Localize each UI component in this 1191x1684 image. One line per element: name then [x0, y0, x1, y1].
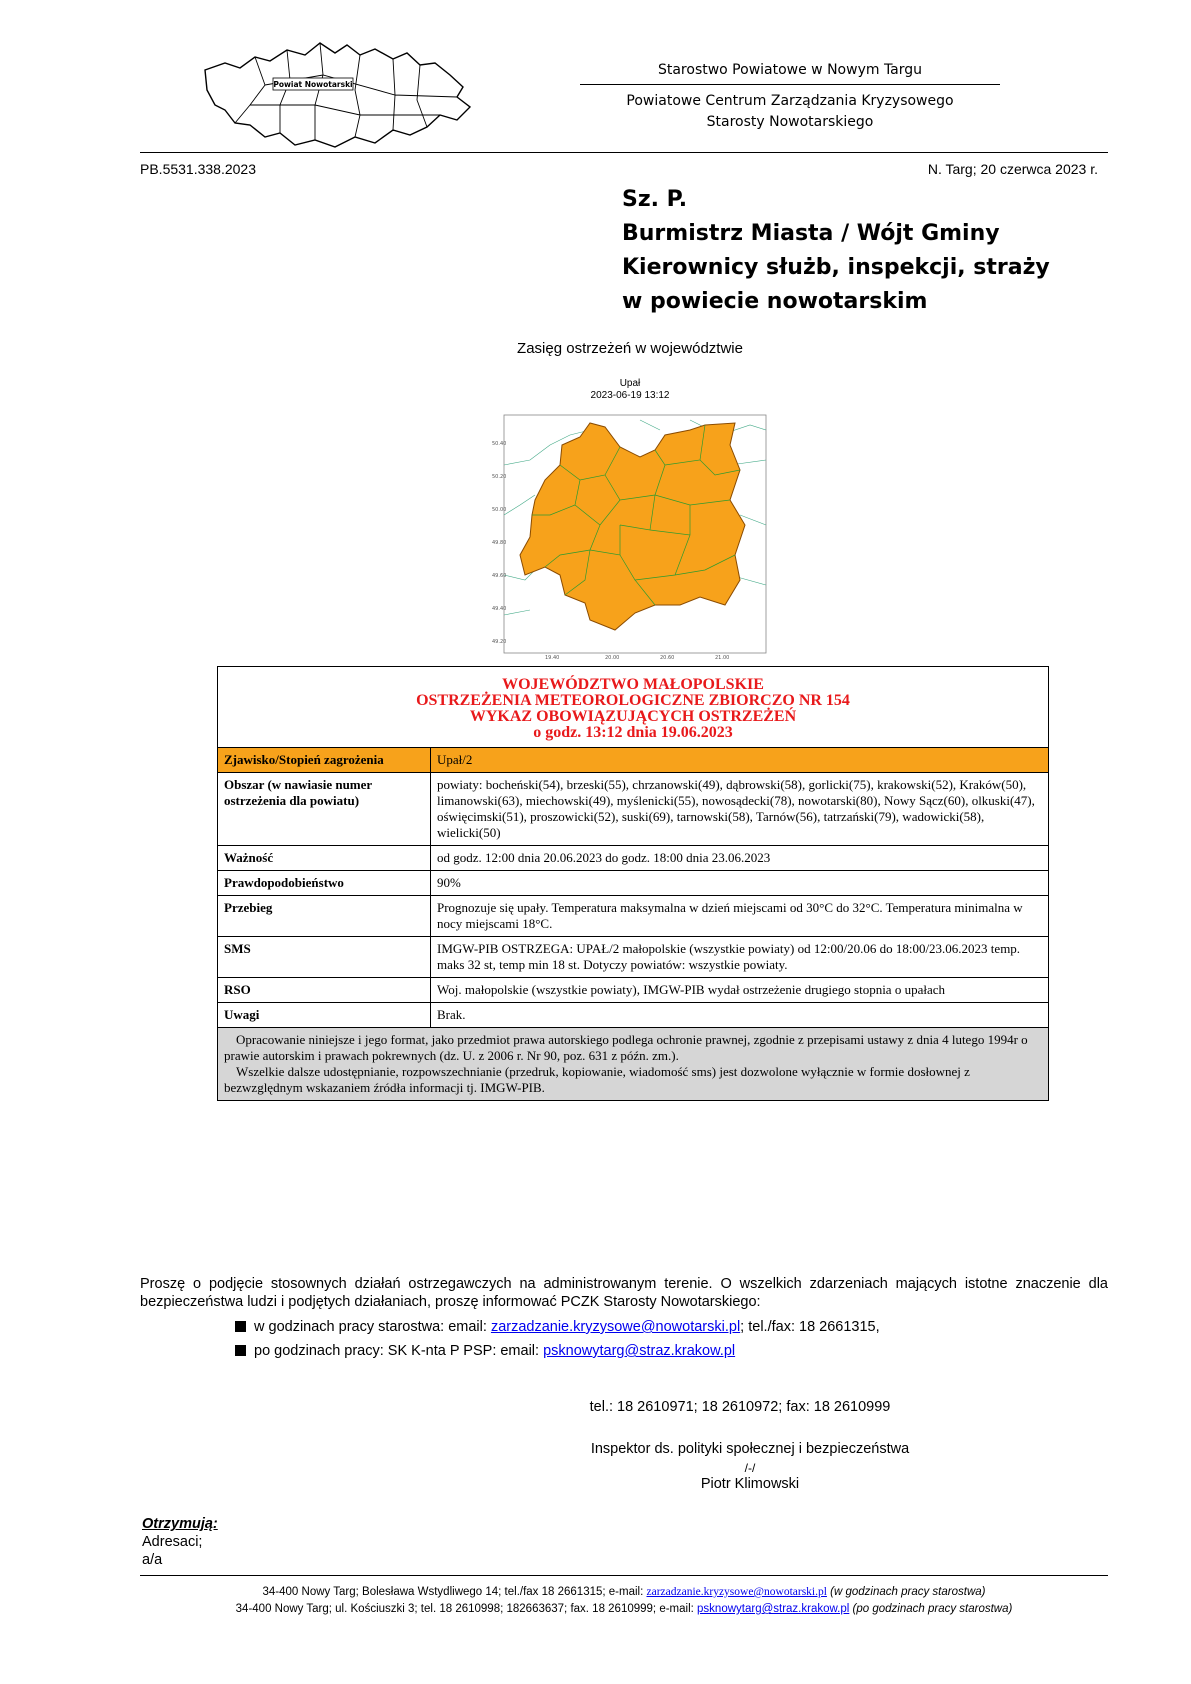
table-row	[218, 896, 1049, 937]
warning-map	[490, 405, 770, 661]
county-logo	[195, 35, 485, 155]
footer-email-link[interactable]: zarzadzanie.kryzysowe@nowotarski.pl	[646, 1586, 827, 1598]
bullet-text: ; tel./fax: 18 2661315,	[740, 1319, 880, 1335]
bullet-square-icon	[235, 1345, 246, 1356]
signature-name: Piotr Klimowski	[700, 1476, 800, 1492]
row-value: IMGW-PIB OSTRZEGA: UPAŁ/2 małopolskie (wszystkie powiaty) od 12:00/20.06 do 18:00/23.06.2023 temp. maks 32 st, temp min 18 st. Dotyczy powiatów: wszystkie powiaty.	[431, 937, 1049, 978]
bullet-text: w godzinach pracy starostwa: email:	[254, 1319, 491, 1335]
svg-text:50.00: 50.00	[492, 507, 507, 513]
signature-role: Inspektor ds. polityki społecznej i bezpieczeństwa	[590, 1441, 910, 1457]
addressee-line: Burmistrz Miasta / Wójt Gminy	[622, 221, 1000, 246]
header-office: Starostwo Powiatowe w Nowym Targu	[657, 62, 923, 78]
addressee-line: w powiecie nowotarskim	[622, 289, 928, 314]
row-label: Obszar (w nawiasie numer ostrzeżenia dla powiatu)	[218, 773, 431, 846]
svg-text:50.20: 50.20	[492, 474, 507, 480]
row-value: Upał/2	[431, 748, 1049, 773]
header-center: Powiatowe Centrum Zarządzania Kryzysowego	[626, 93, 954, 109]
document-date: N. Targ; 20 czerwca 2023 r.	[927, 161, 1098, 177]
signature-mark: /-/	[744, 1461, 756, 1475]
footer-text: 34-400 Nowy Targ; ul. Kościuszki 3; tel. 18 2610998; 182663637; fax. 18 2610999; e-mail:	[235, 1603, 698, 1615]
row-value: Woj. małopolskie (wszystkie powiaty), IMGW-PIB wydał ostrzeżenie drugiego stopnia o upałach	[431, 978, 1049, 1003]
logo-label: Powiat Nowotarski	[273, 80, 353, 89]
warning-table	[217, 666, 1049, 1101]
svg-text:20.60: 20.60	[660, 655, 675, 661]
map-title: Upał	[619, 378, 641, 389]
table-row	[218, 1003, 1049, 1028]
row-value: Prognozuje się upały. Temperatura maksymalna w dzień miejscami od 30°C do 32°C. Temperatura minimalna w nocy miejscami 18°C.	[431, 896, 1049, 937]
row-value: Brak.	[431, 1003, 1049, 1028]
table-row	[218, 978, 1049, 1003]
svg-text:19.40: 19.40	[545, 655, 560, 661]
footer-text: 34-400 Nowy Targ; Bolesława Wstydliwego 14; tel./fax 18 2661315; e-mail:	[262, 1586, 647, 1598]
addressee-block	[622, 183, 1050, 319]
reference-number: PB.5531.338.2023	[140, 161, 256, 177]
row-label: RSO	[218, 978, 431, 1003]
svg-text:49.40: 49.40	[492, 606, 507, 612]
warning-title-line: OSTRZEŻENIA METEOROLOGICZNE ZBIORCZO NR 154	[416, 692, 850, 709]
header-divider	[580, 84, 1000, 85]
header-rule	[140, 152, 1108, 153]
footer-rule	[140, 1575, 1108, 1576]
contact-bullet-afterhours	[235, 1342, 735, 1360]
table-row	[218, 846, 1049, 871]
bullet-text: po godzinach pracy: SK K-nta P PSP: email:	[254, 1343, 544, 1359]
map-timestamp: 2023-06-19 13:12	[590, 390, 670, 401]
copyright-row	[218, 1028, 1049, 1101]
footer-line	[140, 1601, 1108, 1617]
copyright-notice	[218, 1028, 1049, 1101]
svg-text:49.60: 49.60	[492, 573, 507, 579]
row-label: Zjawisko/Stopień zagrożenia	[218, 748, 431, 773]
bullet-square-icon	[235, 1321, 246, 1332]
footer-line	[140, 1584, 1108, 1600]
contact-phones: tel.: 18 2610971; 18 2610972; fax: 18 2610999	[589, 1399, 891, 1415]
addressee-line: Sz. P.	[622, 187, 688, 212]
svg-text:49.80: 49.80	[492, 540, 507, 546]
warning-title-line: o godz. 13:12 dnia 19.06.2023	[533, 724, 733, 741]
email-link-pczk[interactable]: zarzadzanie.kryzysowe@nowotarski.pl	[490, 1319, 741, 1335]
row-label: SMS	[218, 937, 431, 978]
footer-email-link[interactable]: psknowytarg@straz.krakow.pl	[697, 1603, 850, 1615]
warning-title-line: WOJEWÓDZTWO MAŁOPOLSKIE	[502, 676, 764, 693]
svg-text:21.00: 21.00	[715, 655, 730, 661]
row-label: Uwagi	[218, 1003, 431, 1028]
svg-text:50.40: 50.40	[492, 441, 507, 447]
row-value: 90%	[431, 871, 1049, 896]
table-row	[218, 748, 1049, 773]
warning-title-line: WYKAZ OBOWIĄZUJĄCYCH OSTRZEŻEŃ	[469, 708, 797, 725]
svg-text:20.00: 20.00	[605, 655, 620, 661]
copyright-text: Wszelkie dalsze udostępnianie, rozpowszechnianie (przedruk, kopiowanie, wiadomość sms) jest dozwolone wyłącznie w formie dosłownej z bezwzględnym wskazaniem źródła informacji tj. IMGW-PIB.	[224, 1064, 970, 1095]
row-label: Przebieg	[218, 896, 431, 937]
footer-note: (w godzinach pracy starostwa)	[830, 1586, 986, 1598]
table-row	[218, 937, 1049, 978]
row-label: Ważność	[218, 846, 431, 871]
recipient-item: a/a	[142, 1552, 163, 1568]
header-starosta: Starosty Nowotarskiego	[706, 114, 874, 130]
table-row	[218, 871, 1049, 896]
contact-bullet-workhours	[235, 1318, 880, 1336]
warning-title	[218, 667, 1049, 748]
map-caption: Zasięg ostrzeżeń w województwie	[517, 340, 743, 357]
row-label: Prawdopodobieństwo	[218, 871, 431, 896]
row-value: powiaty: bocheński(54), brzeski(55), chrzanowski(49), dąbrowski(58), gorlicki(75), krakowski(52), Kraków(50), limanowski(63), miechowski(49), myślenicki(55), nowosądecki(78), nowotarski(80), Nowy Sącz(60), olkuski(47), oświęcimski(51), proszowicki(52), suski(69), tarnowski(58), Tarnów(56), tatrzański(79), wadowicki(58), wielicki(50)	[431, 773, 1049, 846]
recipients-heading: Otrzymują:	[142, 1516, 218, 1532]
request-paragraph: Proszę o podjęcie stosownych działań ostrzegawczych na administrowanym terenie. O wszelkich zdarzeniach mających istotne znaczenie dla bezpieczeństwa ludzi i podjętych działaniach, proszę informować PCZK Starosty Nowotarskiego:	[140, 1276, 1108, 1310]
copyright-text: Opracowanie niniejsze i jego format, jako przedmiot prawa autorskiego podlega ochronie prawnej, zgodnie z przepisami ustawy z dnia 4 lutego 1994r o prawie autorskim i prawach pokrewnych (dz. U. z 2006 r. Nr 90, poz. 631 z późn. zm.).	[224, 1032, 1028, 1063]
footer-note: (po godzinach pracy starostwa)	[852, 1603, 1013, 1615]
recipient-item: Adresaci;	[142, 1534, 203, 1550]
addressee-line: Kierownicy służb, inspekcji, straży	[622, 255, 1050, 280]
svg-text:49.20: 49.20	[492, 639, 507, 645]
table-row	[218, 773, 1049, 846]
row-value: od godz. 12:00 dnia 20.06.2023 do godz. 18:00 dnia 23.06.2023	[431, 846, 1049, 871]
email-link-psp[interactable]: psknowytarg@straz.krakow.pl	[543, 1343, 736, 1359]
